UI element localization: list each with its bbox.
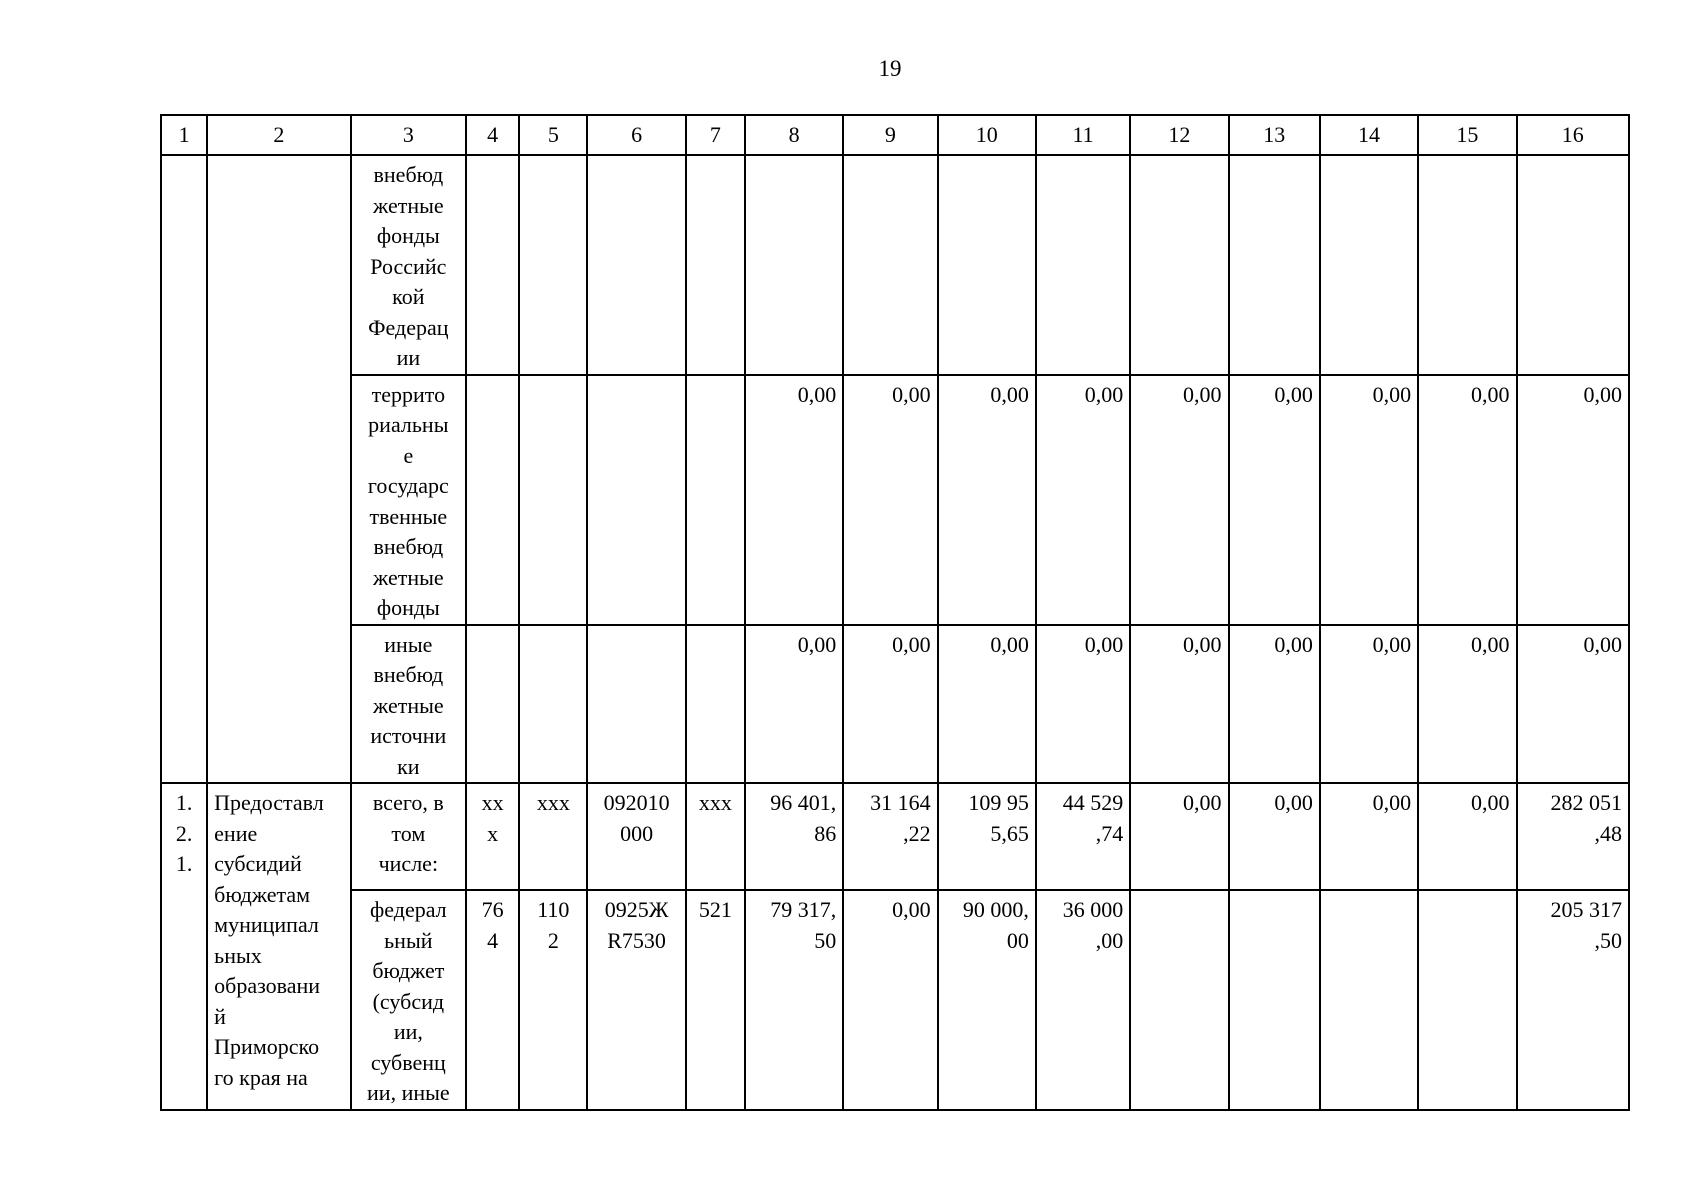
- empty-cell: [466, 625, 519, 784]
- empty-cell: [519, 625, 587, 784]
- amount-cell: 0,00: [1418, 375, 1516, 625]
- amount-cell: [1320, 890, 1418, 1110]
- amount-cell: 79 317, 50: [745, 890, 843, 1110]
- header-cell: 6: [587, 115, 685, 155]
- amount-cell: 90 000, 00: [938, 890, 1036, 1110]
- code-cell: хх х: [466, 783, 519, 890]
- funding-source-cell: иные внебюд жетные источни ки: [351, 625, 466, 784]
- header-cell: 14: [1320, 115, 1418, 155]
- header-cell: 2: [207, 115, 350, 155]
- empty-cell: [938, 155, 1036, 375]
- header-cell: 11: [1036, 115, 1130, 155]
- amount-cell: 0,00: [938, 625, 1036, 784]
- code-cell: ххх: [686, 783, 745, 890]
- empty-cell: [519, 155, 587, 375]
- amount-cell: 109 95 5,65: [938, 783, 1036, 890]
- item-number-cell: 1. 2. 1.: [161, 783, 207, 1110]
- amount-cell: 0,00: [1130, 625, 1228, 784]
- code-cell: 521: [686, 890, 745, 1110]
- header-cell: 10: [938, 115, 1036, 155]
- amount-cell: 96 401, 86: [745, 783, 843, 890]
- amount-cell: 205 317 ,50: [1517, 890, 1630, 1110]
- empty-cell: [1320, 155, 1418, 375]
- amount-cell: 0,00: [1517, 625, 1630, 784]
- table-row: [161, 783, 1629, 890]
- amount-cell: 0,00: [1418, 625, 1516, 784]
- empty-cell: [686, 625, 745, 784]
- header-cell: 1: [161, 115, 207, 155]
- page-number: 19: [878, 56, 902, 81]
- header-cell: 5: [519, 115, 587, 155]
- funding-source-cell: террито риальны е государс твенные внебюд жетные фонды: [351, 375, 466, 625]
- empty-cell: [1130, 155, 1228, 375]
- empty-cell: [466, 375, 519, 625]
- amount-cell: 0,00: [1517, 375, 1630, 625]
- item-name-cell: Предоставл ение субсидий бюджетам муниципал ьных образовани й Приморско го края на: [207, 783, 350, 1110]
- empty-cell: [686, 375, 745, 625]
- amount-cell: 0,00: [1130, 783, 1228, 890]
- header-cell: 7: [686, 115, 745, 155]
- funding-source-cell: всего, в том числе:: [351, 783, 466, 890]
- code-cell: 092010 000: [587, 783, 685, 890]
- table-row: [161, 625, 1629, 784]
- empty-cell: [587, 625, 685, 784]
- funding-source-cell: внебюд жетные фонды Российс кой Федерац ии: [351, 155, 466, 375]
- empty-cell: [686, 155, 745, 375]
- code-cell: 0925Ж R7530: [587, 890, 685, 1110]
- empty-cell: [587, 155, 685, 375]
- header-cell: 4: [466, 115, 519, 155]
- empty-cell: [1229, 155, 1320, 375]
- amount-cell: 0,00: [1229, 375, 1320, 625]
- amount-cell: 0,00: [1036, 375, 1130, 625]
- cell-col1: [161, 155, 207, 783]
- budget-table: [160, 114, 1630, 1111]
- amount-cell: 0,00: [1229, 625, 1320, 784]
- empty-cell: [1517, 155, 1630, 375]
- amount-cell: 0,00: [1229, 783, 1320, 890]
- amount-cell: [1418, 890, 1516, 1110]
- amount-cell: 282 051 ,48: [1517, 783, 1630, 890]
- amount-cell: [1229, 890, 1320, 1110]
- empty-cell: [1418, 155, 1516, 375]
- empty-cell: [843, 155, 937, 375]
- empty-cell: [587, 375, 685, 625]
- header-cell: 13: [1229, 115, 1320, 155]
- amount-cell: 31 164 ,22: [843, 783, 937, 890]
- funding-source-cell: федерал ьный бюджет (субсид ии, субвенц ии, иные: [351, 890, 466, 1110]
- header-row: [161, 115, 1629, 155]
- amount-cell: 0,00: [1320, 375, 1418, 625]
- amount-cell: 0,00: [843, 375, 937, 625]
- cell-col2: [207, 155, 350, 783]
- header-cell: 8: [745, 115, 843, 155]
- amount-cell: 0,00: [1130, 375, 1228, 625]
- code-cell: ххх: [519, 783, 587, 890]
- header-cell: 3: [351, 115, 466, 155]
- amount-cell: 0,00: [843, 625, 937, 784]
- empty-cell: [745, 155, 843, 375]
- header-cell: 9: [843, 115, 937, 155]
- empty-cell: [1036, 155, 1130, 375]
- empty-cell: [519, 375, 587, 625]
- table-row: [161, 375, 1629, 625]
- table-row: [161, 890, 1629, 1110]
- amount-cell: 0,00: [745, 625, 843, 784]
- empty-cell: [466, 155, 519, 375]
- amount-cell: 0,00: [1418, 783, 1516, 890]
- amount-cell: 0,00: [1036, 625, 1130, 784]
- amount-cell: 0,00: [1320, 783, 1418, 890]
- amount-cell: [1130, 890, 1228, 1110]
- amount-cell: 0,00: [1320, 625, 1418, 784]
- amount-cell: 0,00: [843, 890, 937, 1110]
- header-cell: 15: [1418, 115, 1516, 155]
- amount-cell: 44 529 ,74: [1036, 783, 1130, 890]
- header-cell: 16: [1517, 115, 1630, 155]
- header-cell: 12: [1130, 115, 1228, 155]
- table-row: [161, 155, 1629, 375]
- code-cell: 76 4: [466, 890, 519, 1110]
- amount-cell: 36 000 ,00: [1036, 890, 1130, 1110]
- amount-cell: 0,00: [938, 375, 1036, 625]
- code-cell: 110 2: [519, 890, 587, 1110]
- amount-cell: 0,00: [745, 375, 843, 625]
